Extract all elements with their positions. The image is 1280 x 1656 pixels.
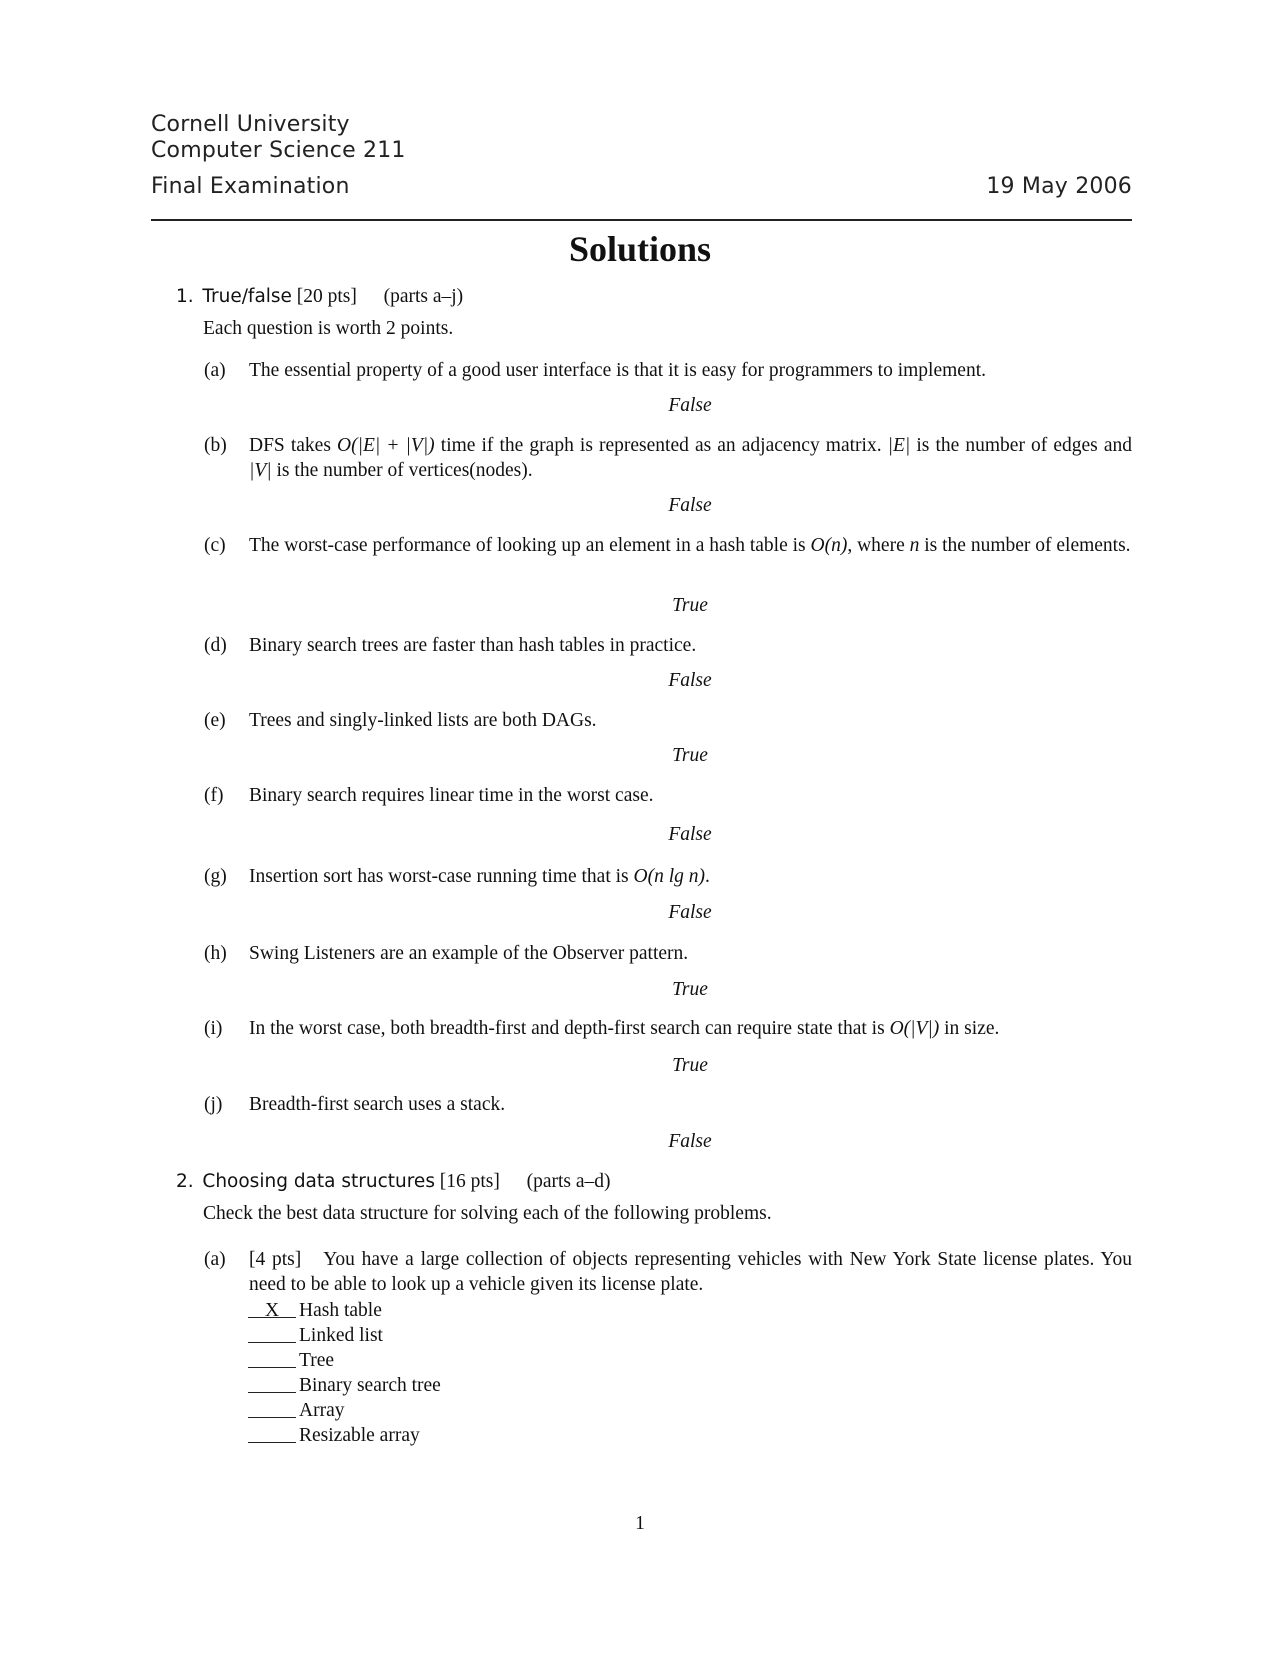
q1-answer-g: False	[668, 902, 712, 923]
option-label: Array	[299, 1400, 345, 1421]
q1-instructions: Each question is worth 2 points.	[203, 318, 454, 339]
q1-item-a	[204, 358, 1132, 383]
item-marker: (c)	[204, 535, 226, 556]
q1-item-e	[204, 708, 1132, 733]
option-tree[interactable]	[248, 1348, 334, 1373]
item-marker: (a)	[204, 360, 226, 381]
exam-title: Final Examination	[151, 174, 350, 199]
option-label: Hash table	[299, 1300, 382, 1321]
item-marker: (e)	[204, 710, 226, 731]
item-text: DFS takes O(|E| + |V|) time if the graph is represented as an adjacency matrix. |E| is the number of edges and |V| is the number of vertices(nodes).	[249, 435, 1132, 481]
page-title: Solutions	[568, 229, 712, 269]
item-text: Breadth-first search uses a stack.	[249, 1094, 506, 1115]
item-marker: (f)	[204, 785, 224, 806]
q1-item-j	[204, 1092, 1132, 1117]
q1-parts: (parts a–j)	[383, 286, 464, 307]
q2-points: [16 pts]	[439, 1171, 500, 1192]
option-label: Resizable array	[299, 1425, 420, 1446]
q1-item-c	[204, 533, 1132, 558]
course-title: Computer Science 211	[151, 138, 406, 163]
math-expression: |V|	[249, 460, 272, 481]
math-expression: O(|E| + |V|)	[337, 435, 435, 456]
q1-answer-f: False	[668, 824, 712, 845]
q1-answer-e: True	[672, 745, 708, 766]
q2-heading	[176, 1171, 611, 1193]
item-marker: (a)	[204, 1249, 226, 1270]
check-blank[interactable]	[248, 1398, 296, 1418]
q1-answer-i: True	[672, 1055, 708, 1076]
q2-number: 2.	[176, 1171, 194, 1192]
check-blank[interactable]	[248, 1323, 296, 1343]
q2-instructions: Check the best data structure for solving each of the following problems.	[203, 1203, 772, 1224]
q2-item-a	[204, 1247, 1132, 1297]
check-blank[interactable]: X	[248, 1298, 296, 1318]
item-marker: (b)	[204, 435, 227, 456]
institution: Cornell University	[151, 112, 350, 137]
item-points: [4 pts]	[249, 1249, 302, 1270]
option-label: Tree	[299, 1350, 335, 1371]
math-expression: O(n)	[810, 535, 848, 556]
q1-number: 1.	[176, 286, 194, 307]
check-blank[interactable]	[248, 1348, 296, 1368]
q1-item-d	[204, 633, 1132, 658]
q1-answer-b: False	[668, 495, 712, 516]
item-text: The worst-case performance of looking up an element in a hash table is O(n), where n is the number of elements.	[249, 535, 1131, 556]
header-rule	[151, 219, 1132, 221]
q1-item-b	[204, 433, 1132, 483]
item-text: Binary search trees are faster than hash tables in practice.	[249, 635, 697, 656]
q2-parts: (parts a–d)	[526, 1171, 611, 1192]
page-number: 1	[635, 1513, 645, 1534]
math-expression: O(n lg n)	[633, 866, 706, 887]
item-text: [4 pts] You have a large collection of objects representing vehicles with New York State license plates. You need to be able to look up a vehicle given its license plate.	[249, 1249, 1132, 1295]
q1-heading	[176, 286, 463, 308]
item-text: The essential property of a good user interface is that it is easy for programmers to implement.	[249, 360, 986, 381]
math-expression: O(|V|)	[889, 1018, 940, 1039]
exam-date: 19 May 2006	[986, 174, 1132, 199]
item-text: Trees and singly-linked lists are both DAGs.	[249, 710, 597, 731]
q1-points: [20 pts]	[296, 286, 357, 307]
q1-answer-h: True	[672, 979, 708, 1000]
option-resizable-array[interactable]	[248, 1423, 420, 1448]
item-marker: (j)	[204, 1094, 223, 1115]
option-array[interactable]	[248, 1398, 344, 1423]
q1-item-h	[204, 941, 1132, 966]
item-text: Swing Listeners are an example of the Observer pattern.	[249, 943, 689, 964]
option-label: Linked list	[299, 1325, 383, 1346]
check-blank[interactable]	[248, 1373, 296, 1393]
q1-answer-d: False	[668, 670, 712, 691]
option-binary-search-tree[interactable]	[248, 1373, 441, 1398]
item-marker: (d)	[204, 635, 227, 656]
q1-item-i	[204, 1016, 1132, 1041]
check-blank[interactable]	[248, 1423, 296, 1443]
item-marker: (i)	[204, 1018, 223, 1039]
q1-answer-c: True	[672, 595, 708, 616]
math-expression: n	[909, 535, 920, 556]
q1-label: True/false	[202, 286, 292, 307]
q1-item-g	[204, 864, 1132, 889]
item-marker: (h)	[204, 943, 227, 964]
math-expression: |E|	[887, 435, 911, 456]
item-text: In the worst case, both breadth-first and depth-first search can require state that is O(|V|) in size.	[249, 1018, 1000, 1039]
option-hash-table[interactable]	[248, 1298, 382, 1323]
option-linked-list[interactable]	[248, 1323, 383, 1348]
item-text: Insertion sort has worst-case running time that is O(n lg n).	[249, 866, 710, 887]
option-label: Binary search tree	[299, 1375, 441, 1396]
item-text: Binary search requires linear time in the worst case.	[249, 785, 654, 806]
q1-answer-a: False	[668, 395, 712, 416]
item-marker: (g)	[204, 866, 227, 887]
q2-label: Choosing data structures	[202, 1171, 435, 1192]
q1-answer-j: False	[668, 1131, 712, 1152]
q1-item-f	[204, 783, 1132, 808]
